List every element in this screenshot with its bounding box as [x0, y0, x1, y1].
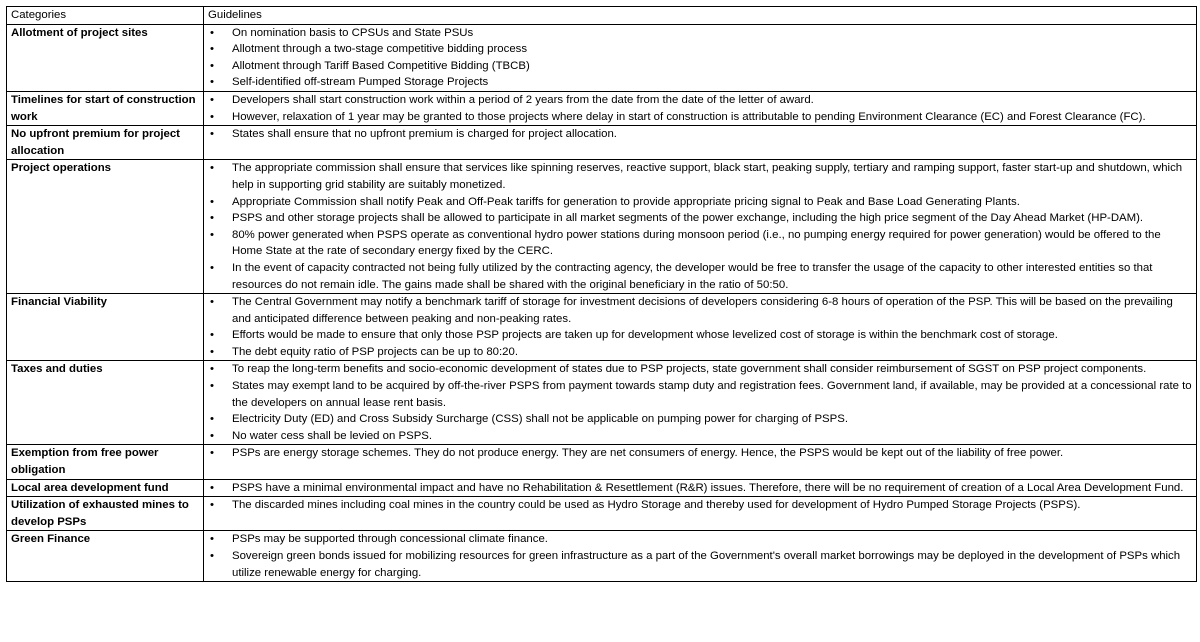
guideline-list [208, 294, 1192, 360]
guideline-text: However, relaxation of 1 year may be granted to those projects where delay in start of construction is attributable to pending Environment Clearance (EC) and Forest Clearance (FC). [232, 110, 1146, 123]
guideline-text: The discarded mines including coal mines in the country could be used as Hydro Storage and thereby used for development of Hydro Pumped Storage Projects (PSPS). [232, 499, 1081, 512]
guideline-item [208, 548, 1192, 581]
guideline-item [208, 92, 1192, 109]
guideline-item [208, 194, 1192, 211]
guideline-text: States shall ensure that no upfront premium is charged for project allocation. [232, 128, 617, 141]
guideline-list [208, 480, 1192, 497]
guidelines-cell [204, 361, 1197, 445]
guideline-text: Appropriate Commission shall notify Peak and Off-Peak tariffs for generation to provide appropriate pricing signal to Peak and Base Load Generating Plants. [232, 195, 1020, 208]
bullet-icon: • [210, 228, 214, 241]
guidelines-cell [204, 479, 1197, 497]
header-categories: Categories [7, 7, 204, 25]
bullet-icon: • [210, 26, 214, 39]
category-cell: No upfront premium for project allocation [7, 126, 204, 160]
guideline-item [208, 344, 1192, 361]
guideline-item [208, 109, 1192, 126]
table-row [7, 24, 1197, 91]
guideline-item [208, 74, 1192, 91]
guideline-text: Allotment through Tariff Based Competitive Bidding (TBCB) [232, 59, 530, 72]
guidelines-cell [204, 160, 1197, 294]
guideline-text: PSPS have a minimal environmental impact and have no Rehabilitation & Resettlement (R&R) issues. Therefore, there will be no requirement of creation of a Local Area Development Fund. [232, 481, 1184, 494]
guideline-item [208, 378, 1192, 411]
guidelines-cell [204, 294, 1197, 361]
table-row [7, 361, 1197, 445]
guideline-text: Allotment through a two-stage competitive bidding process [232, 43, 528, 56]
guideline-item [208, 126, 1192, 143]
category-cell: Allotment of project sites [7, 24, 204, 91]
guideline-list [208, 497, 1192, 514]
guideline-item [208, 260, 1192, 293]
guideline-text: Self-identified off-stream Pumped Storage Projects [232, 76, 489, 89]
bullet-icon: • [210, 195, 214, 208]
category-cell: Project operations [7, 160, 204, 294]
guideline-item [208, 41, 1192, 58]
guideline-text: PSPs may be supported through concessional climate finance. [232, 533, 548, 546]
guideline-list [208, 531, 1192, 581]
guidelines-cell [204, 24, 1197, 91]
guideline-text: The debt equity ratio of PSP projects can be up to 80:20. [232, 345, 519, 358]
bullet-icon: • [210, 76, 214, 89]
bullet-icon: • [210, 345, 214, 358]
table-row [7, 445, 1197, 479]
table-row [7, 294, 1197, 361]
bullet-icon: • [210, 447, 214, 460]
bullet-icon: • [210, 533, 214, 546]
category-cell: Timelines for start of construction work [7, 91, 204, 125]
guideline-text: In the event of capacity contracted not being fully utilized by the contracting agency, the developer would be free to transfer the usage of the capacity to other interested entities so that resources do not remain idle. The gains made shall be shared with the original beneficiary in the ratio of 50:50. [232, 261, 1153, 291]
bullet-icon: • [210, 43, 214, 56]
guideline-item [208, 361, 1192, 378]
header-row [7, 7, 1197, 25]
guideline-text: On nomination basis to CPSUs and State PSUs [232, 26, 474, 39]
guideline-item [208, 227, 1192, 260]
guideline-text: The Central Government may notify a benchmark tariff of storage for investment decisions of developers considering 6-8 hours of operation of the PSP. This will be based on the prevailing and anticipated difference between peaking and non-peaking rates. [232, 296, 1173, 325]
guideline-item [208, 445, 1192, 462]
guideline-list [208, 25, 1192, 91]
table-body [7, 24, 1197, 582]
guideline-item [208, 210, 1192, 227]
guideline-text: States may exempt land to be acquired by off-the-river PSPS from payment towards stamp duty and registration fees. Government land, if available, may be provided at a concessional rate to the developers on annual lease rent basis. [232, 380, 1192, 409]
bullet-icon: • [210, 296, 214, 309]
bullet-icon: • [210, 363, 214, 376]
bullet-icon: • [210, 329, 214, 342]
guideline-list [208, 126, 1192, 143]
guideline-item [208, 58, 1192, 75]
bullet-icon: • [210, 162, 214, 175]
guideline-item [208, 531, 1192, 548]
table-row [7, 126, 1197, 160]
bullet-icon: • [210, 413, 214, 426]
bullet-icon: • [210, 128, 214, 141]
guideline-text: Electricity Duty (ED) and Cross Subsidy Surcharge (CSS) shall not be applicable on pumping power for charging of PSPS. [232, 413, 849, 426]
category-cell: Financial Viability [7, 294, 204, 361]
bullet-icon: • [210, 261, 214, 274]
guideline-list [208, 92, 1192, 125]
guideline-text: To reap the long-term benefits and socio-economic development of states due to PSP projects, state government shall consider reimbursement of SGST on PSP project components. [232, 363, 1147, 376]
guideline-text: Efforts would be made to ensure that only those PSP projects are taken up for development whose levelized cost of storage is within the benchmark cost of storage. [232, 329, 1058, 342]
header-guidelines: Guidelines [204, 7, 1197, 25]
guideline-list [208, 361, 1192, 444]
table-row [7, 91, 1197, 125]
guideline-list [208, 445, 1192, 462]
guidelines-cell [204, 531, 1197, 582]
bullet-icon: • [210, 110, 214, 123]
table-header [7, 7, 1197, 25]
guideline-text: No water cess shall be levied on PSPS. [232, 429, 433, 442]
guidelines-cell [204, 91, 1197, 125]
guideline-text: PSPS and other storage projects shall be allowed to participate in all market segments of the power exchange, including the high price segment of the Day Ahead Market (HP-DAM). [232, 212, 1144, 225]
guideline-item [208, 160, 1192, 193]
guidelines-table [6, 6, 1197, 582]
guideline-item [208, 294, 1192, 327]
bullet-icon: • [210, 380, 214, 393]
guideline-text: PSPs are energy storage schemes. They do not produce energy. They are net consumers of energy. Hence, the PSPS would be kept out of the liability of free power. [232, 447, 1064, 460]
table-row [7, 479, 1197, 497]
bullet-icon: • [210, 93, 214, 106]
bullet-icon: • [210, 481, 214, 494]
table-row [7, 531, 1197, 582]
category-cell: Taxes and duties [7, 361, 204, 445]
guideline-text: Developers shall start construction work within a period of 2 years from the date from the date of the letter of award. [232, 93, 814, 106]
guideline-item [208, 25, 1192, 42]
bullet-icon: • [210, 550, 214, 562]
guideline-text: Sovereign green bonds issued for mobilizing resources for green infrastructure as a part of the Government's overall market borrowings may be deployed in the development of PSPs which utilize renewable energy for charging. [232, 550, 1181, 579]
guidelines-cell [204, 126, 1197, 160]
bullet-icon: • [210, 499, 214, 512]
guideline-item [208, 480, 1192, 497]
table-row [7, 160, 1197, 294]
guidelines-cell [204, 497, 1197, 531]
guideline-item [208, 411, 1192, 428]
bullet-icon: • [210, 212, 214, 225]
guideline-text: 80% power generated when PSPS operate as conventional hydro power stations during monsoon period (i.e., no pumping energy required for power generation) would be offered to the Home State at the rate of secondary energy fixed by the CERC. [232, 228, 1161, 258]
guideline-item [208, 428, 1192, 445]
table-row [7, 497, 1197, 531]
guideline-text: The appropriate commission shall ensure that services like spinning reserves, reactive support, black start, peaking supply, tertiary and ramping support, faster start-up and shutdown, which help in supporting grid stability are suitably monetized. [232, 162, 1183, 191]
category-cell: Exemption from free power obligation [7, 445, 204, 479]
guideline-item [208, 327, 1192, 344]
bullet-icon: • [210, 59, 214, 72]
guideline-item [208, 497, 1192, 514]
guideline-list [208, 160, 1192, 293]
guidelines-cell [204, 445, 1197, 479]
category-cell: Utilization of exhausted mines to develop PSPs [7, 497, 204, 531]
category-cell: Green Finance [7, 531, 204, 582]
category-cell: Local area development fund [7, 479, 204, 497]
bullet-icon: • [210, 429, 214, 442]
